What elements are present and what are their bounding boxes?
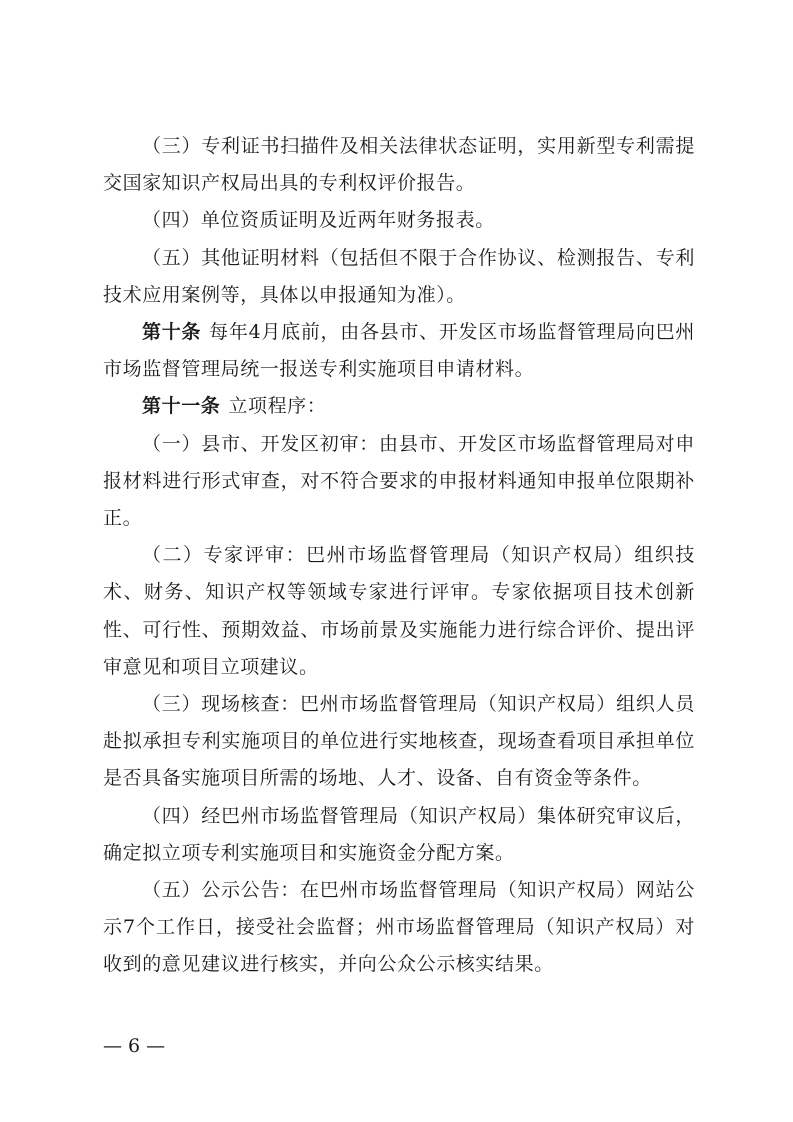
paragraph-text: （四）经巴州市场监督管理局（知识产权局）集体研究审议后，确定拟立项专利实施项目和实施资金分配方案。 [103,804,695,864]
document-body [103,128,695,984]
article-11 [103,388,695,425]
article-11-heading: 第十一条 [142,395,221,418]
paragraph-text: （五）其他证明材料（包括但不限于合作协议、检测报告、专利技术应用案例等，具体以申报通知为准）。 [103,246,695,306]
page-number: — 6 — [103,1035,166,1057]
article-10-text: 每年4月底前，由各县市、开发区市场监督管理局向巴州市场监督管理局统一报送专利实施项目申请材料。 [103,321,695,381]
article-10 [103,314,695,388]
paragraph-text: （三）现场核查：巴州市场监督管理局（知识产权局）组织人员赴拟承担专利实施项目的单位进行实地核查，现场查看项目承担单位是否具备实施项目所需的场地、人才、设备、自有资金等条件。 [103,693,695,790]
article-11-text: 立项程序： [228,395,327,418]
procedure-item-5-public-notice [103,872,695,984]
paragraph-text: （一）县市、开发区初审：由县市、开发区市场监督管理局对申报材料进行形式审查，对不符合要求的申报材料通知申报单位限期补正。 [103,432,695,530]
paragraph-item-5-other-materials [103,240,695,314]
procedure-item-3-site-inspection [103,686,695,798]
paragraph-item-3-patent-certificate [103,128,695,202]
paragraph-text: （五）公示公告：在巴州市场监督管理局（知识产权局）网站公示7个工作日，接受社会监督；州市场监督管理局（知识产权局）对收到的意见建议进行核实，并向公众公示核实结果。 [103,879,695,976]
procedure-item-4-collective-review [103,798,695,872]
paragraph-item-4-qualification [103,202,695,239]
paragraph-text: （三）专利证书扫描件及相关法律状态证明，实用新型专利需提交国家知识产权局出具的专利权评价报告。 [103,135,695,195]
procedure-item-1-initial-review [103,426,695,538]
paragraph-text: （二）专家评审：巴州市场监督管理局（知识产权局）组织技术、财务、知识产权等领域专家进行评审。专家依据项目技术创新性、可行性、预期效益、市场前景及实施能力进行综合评价、提出评审意见和项目立项建议。 [103,544,695,678]
procedure-item-2-expert-review [103,537,695,686]
article-10-heading: 第十条 [142,321,202,344]
paragraph-text: （四）单位资质证明及近两年财务报表。 [142,209,495,232]
